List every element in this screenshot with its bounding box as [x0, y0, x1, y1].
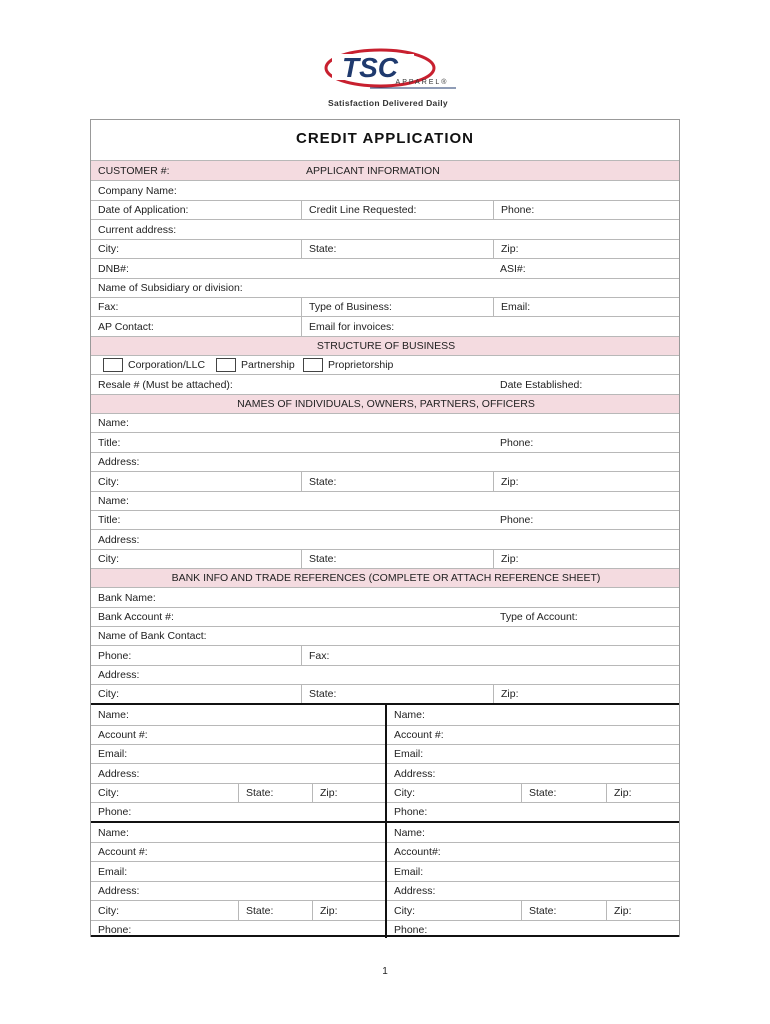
person2-address-row	[91, 529, 679, 549]
proprietorship-checkbox[interactable]	[303, 358, 323, 372]
state-field[interactable]: State:	[301, 240, 493, 258]
ref4-name-field[interactable]: Name:	[394, 826, 425, 839]
person1-title-field[interactable]: Title:	[98, 436, 121, 449]
names-header: NAMES OF INDIVIDUALS, OWNERS, PARTNERS, OFFICERS	[237, 398, 535, 410]
company-logo	[318, 44, 458, 110]
corporation-label: Corporation/LLC	[128, 359, 206, 371]
ref4-address-field[interactable]: Address:	[394, 885, 436, 897]
date-established-field[interactable]: Date Established:	[500, 378, 583, 391]
ref4-phone-field[interactable]: Phone:	[394, 923, 428, 936]
current-address-row	[91, 219, 679, 239]
ref3-city-field[interactable]: City:	[98, 904, 119, 917]
bank-contact-row	[91, 626, 679, 645]
person2-title-row	[91, 510, 679, 529]
ap-contact-field[interactable]: AP Contact:	[98, 320, 154, 333]
bank-city-field[interactable]: City:	[98, 688, 119, 700]
ref3-zip-field[interactable]: Zip:	[312, 901, 385, 920]
resale-row	[91, 374, 679, 394]
email-invoices-field[interactable]: Email for invoices:	[301, 317, 681, 336]
ref1-name-field[interactable]: Name:	[98, 709, 129, 721]
option-corporation[interactable]	[103, 356, 223, 374]
zip-field[interactable]: Zip:	[493, 240, 681, 258]
applicant-header-row	[91, 160, 679, 180]
type-of-account-field[interactable]: Type of Account:	[500, 611, 578, 623]
credit-application-form	[90, 119, 680, 937]
logo-tagline: Satisfaction Delivered Daily	[328, 98, 448, 108]
names-header-row	[91, 394, 679, 413]
ref3-account-field[interactable]: Account #:	[98, 846, 148, 858]
ref3-name-field[interactable]: Name:	[98, 826, 129, 839]
ref3-email-field[interactable]: Email:	[98, 865, 128, 878]
ref1-phone-field[interactable]: Phone:	[98, 806, 132, 818]
person2-phone-field[interactable]: Phone:	[500, 514, 534, 526]
person2-city-field[interactable]: City:	[98, 553, 119, 565]
person2-name-field[interactable]: Name:	[98, 495, 129, 507]
dnb-field[interactable]: DNB#:	[98, 262, 129, 275]
references-vertical-divider	[385, 703, 387, 938]
ref2-email-field[interactable]: Email:	[394, 748, 424, 760]
person2-title-field[interactable]: Title:	[98, 514, 121, 526]
person1-name-field[interactable]: Name:	[98, 417, 129, 429]
bank-fax-field[interactable]: Fax:	[301, 646, 681, 665]
ref4-email-field[interactable]: Email:	[394, 865, 424, 878]
bank-name-field[interactable]: Bank Name:	[98, 591, 156, 604]
partnership-checkbox[interactable]	[216, 358, 236, 372]
bank-header-row	[91, 568, 679, 587]
person1-phone-field[interactable]: Phone:	[500, 436, 534, 449]
logo-sub-text: APPAREL®	[395, 79, 449, 86]
bank-phone-field[interactable]: Phone:	[98, 649, 132, 662]
structure-header: STRUCTURE OF BUSINESS	[316, 340, 456, 352]
proprietorship-label: Proprietorship	[328, 359, 394, 371]
page-number: 1	[382, 966, 388, 977]
person2-city-row	[91, 549, 679, 568]
email-field[interactable]: Email:	[493, 298, 681, 316]
bank-account-row	[91, 607, 679, 626]
fax-business-email-row	[91, 297, 679, 316]
person1-address-field[interactable]: Address:	[98, 456, 140, 468]
ref2-state-field[interactable]: State:	[521, 784, 606, 802]
ref2-name-field[interactable]: Name:	[394, 709, 425, 721]
person1-title-row	[91, 432, 679, 452]
company-name-field[interactable]: Company Name:	[98, 184, 177, 197]
ref3-address-field[interactable]: Address:	[98, 885, 140, 897]
ref1-account-field[interactable]: Account #:	[98, 729, 148, 741]
bank-phone-row	[91, 645, 679, 665]
ref3-phone-field[interactable]: Phone:	[98, 923, 132, 936]
person2-zip-field[interactable]: Zip:	[493, 550, 681, 568]
asi-field[interactable]: ASI#:	[500, 262, 526, 275]
date-credit-phone-row	[91, 200, 679, 219]
ref2-address-field[interactable]: Address:	[394, 767, 436, 780]
bank-address-field[interactable]: Address:	[98, 669, 140, 681]
option-partnership[interactable]	[216, 356, 306, 374]
city-state-zip-row	[91, 239, 679, 258]
bank-zip-field[interactable]: Zip:	[493, 685, 681, 703]
ref2-phone-field[interactable]: Phone:	[394, 806, 428, 818]
ref2-zip-field[interactable]: Zip:	[606, 784, 681, 802]
ref4-city-field[interactable]: City:	[394, 904, 415, 917]
person1-address-row	[91, 452, 679, 471]
bank-state-field[interactable]: State:	[301, 685, 493, 703]
phone-field[interactable]: Phone:	[493, 201, 681, 219]
credit-line-field[interactable]: Credit Line Requested:	[301, 201, 493, 219]
fax-field[interactable]: Fax:	[98, 301, 119, 313]
references-bottom-border	[91, 935, 679, 937]
applicant-info-header: APPLICANT INFORMATION	[306, 164, 440, 177]
tsc-logo-mark	[318, 44, 458, 94]
person1-city-field[interactable]: City:	[98, 475, 119, 488]
person2-state-field[interactable]: State:	[301, 550, 493, 568]
ref1-zip-field[interactable]: Zip:	[312, 784, 385, 802]
bank-header: BANK INFO AND TRADE REFERENCES (COMPLETE OR ATTACH REFERENCE SHEET)	[171, 572, 601, 584]
ref4-state-field[interactable]: State:	[521, 901, 606, 920]
customer-number-label: CUSTOMER #:	[98, 164, 170, 177]
structure-options-row	[91, 355, 679, 374]
ref4-account-field[interactable]: Account#:	[394, 846, 441, 858]
ref1-city-field[interactable]: City:	[98, 787, 119, 799]
bank-city-row	[91, 684, 679, 703]
type-of-business-field[interactable]: Type of Business:	[301, 298, 493, 316]
form-title: CREDIT APPLICATION	[296, 130, 474, 147]
bank-name-row	[91, 587, 679, 607]
current-address-field[interactable]: Current address:	[98, 223, 177, 236]
ref2-account-field[interactable]: Account #:	[394, 729, 444, 741]
person1-zip-field[interactable]: Zip:	[493, 472, 681, 491]
resale-field[interactable]: Resale # (Must be attached):	[98, 378, 233, 391]
person2-address-field[interactable]: Address:	[98, 533, 140, 546]
person2-name-row	[91, 491, 679, 510]
date-of-application-field[interactable]: Date of Application:	[98, 204, 189, 216]
person1-name-row	[91, 413, 679, 432]
company-name-row[interactable]	[91, 180, 679, 200]
ref3-state-field[interactable]: State:	[238, 901, 312, 920]
ref2-city-field[interactable]: City:	[394, 787, 415, 799]
bank-contact-field[interactable]: Name of Bank Contact:	[98, 630, 207, 642]
structure-header-row	[91, 336, 679, 355]
bank-address-row	[91, 665, 679, 684]
subsidiary-row	[91, 278, 679, 297]
ref4-zip-field[interactable]: Zip:	[606, 901, 681, 920]
partnership-label: Partnership	[241, 359, 295, 371]
person1-state-field[interactable]: State:	[301, 472, 493, 491]
ref1-address-field[interactable]: Address:	[98, 767, 140, 780]
person1-city-row	[91, 471, 679, 491]
ref1-email-field[interactable]: Email:	[98, 748, 128, 760]
ref1-state-field[interactable]: State:	[238, 784, 312, 802]
option-proprietorship[interactable]	[303, 356, 413, 374]
corporation-checkbox[interactable]	[103, 358, 123, 372]
logo-brand-text: TSC	[342, 52, 398, 83]
dnb-asi-row	[91, 258, 679, 278]
bank-account-field[interactable]: Bank Account #:	[98, 611, 174, 623]
subsidiary-field[interactable]: Name of Subsidiary or division:	[98, 282, 243, 294]
city-field[interactable]: City:	[98, 243, 119, 255]
ap-contact-row	[91, 316, 679, 336]
